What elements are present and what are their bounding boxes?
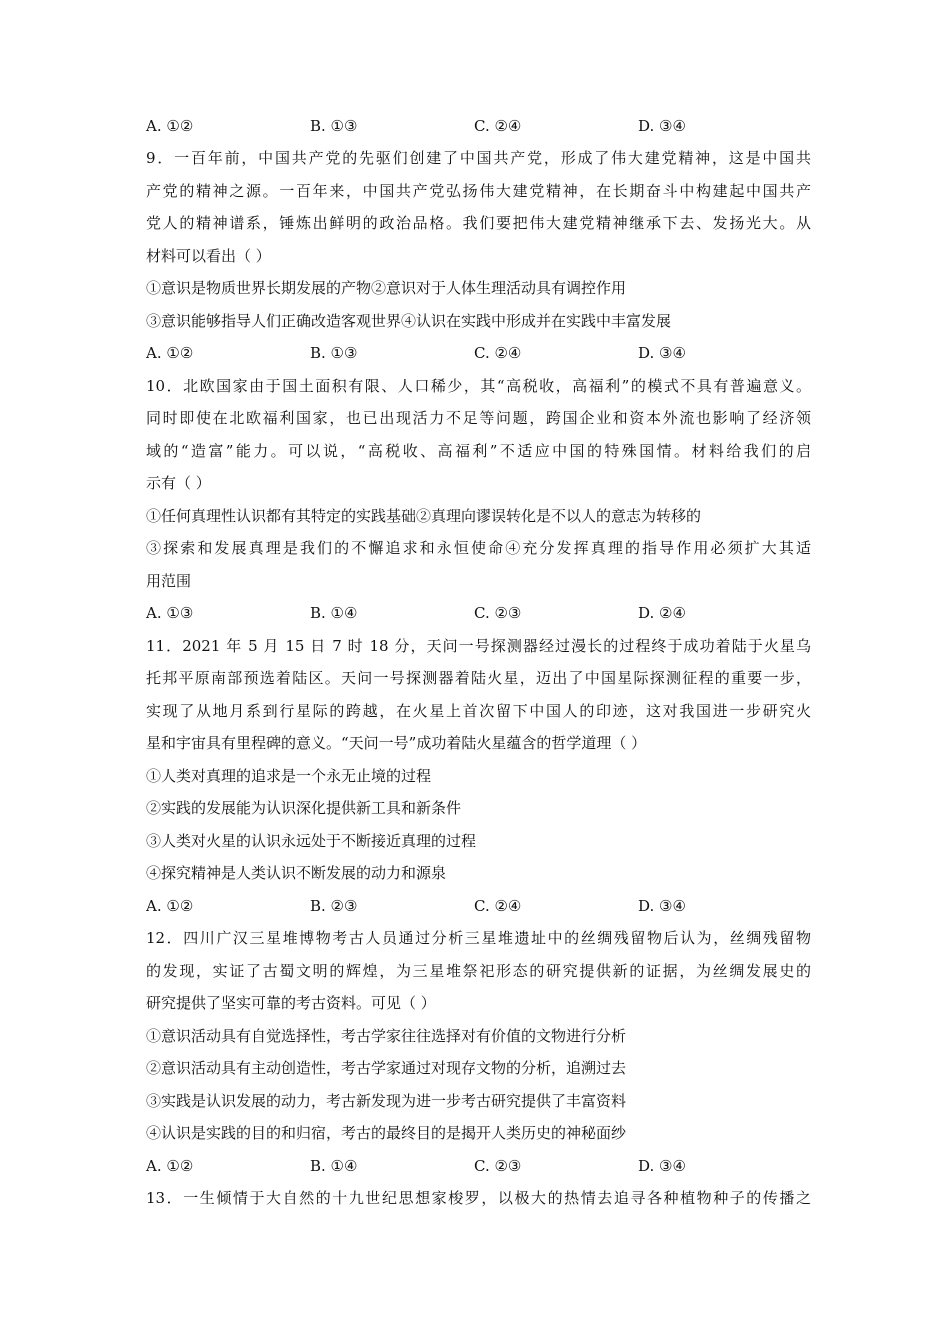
options-row <box>146 341 811 365</box>
question-10-statement: ①任何真理性认识都有其特定的实践基础②真理向谬误转化是不以人的意志为转移的 <box>146 507 702 525</box>
question-12-line: 研究提供了坚实可靠的考古资料。可见（ ） <box>146 994 436 1012</box>
question-11-line: 星和宇宙具有里程碑的意义。“天问一号”成功着陆火星蕴含的哲学道理（ ） <box>146 734 647 752</box>
option-a: A. ①② <box>146 1157 194 1175</box>
question-12-line: 的发现，实证了古蜀文明的辉煌，为三星堆祭祀形态的研究提供新的证据，为丝绸发展史的 <box>146 962 811 980</box>
question-11-statement: ③人类对火星的认识永远处于不断接近真理的过程 <box>146 832 477 850</box>
option-d: D. ③④ <box>638 1157 686 1175</box>
question-10-line: 域的“造富”能力。可以说，“高税收、高福利”不适应中国的特殊国情。材料给我们的启 <box>146 442 811 460</box>
question-12-statement: ④认识是实践的目的和归宿，考古的最终目的是揭开人类历史的神秘面纱 <box>146 1124 627 1142</box>
option-c: C. ②③ <box>474 1157 522 1175</box>
options-row <box>146 894 811 918</box>
question-12-statement: ③实践是认识发展的动力，考古新发现为进一步考古研究提供了丰富资料 <box>146 1092 627 1110</box>
option-b: B. ①③ <box>310 344 358 362</box>
option-c: C. ②④ <box>474 344 522 362</box>
question-12-statement: ①意识活动具有自觉选择性，考古学家往往选择对有价值的文物进行分析 <box>146 1027 627 1045</box>
question-10-statement: 用范围 <box>146 572 192 590</box>
question-9-statement: ①意识是物质世界长期发展的产物②意识对于人体生理活动具有调控作用 <box>146 279 627 297</box>
option-b: B. ①④ <box>310 1157 358 1175</box>
question-9-line: 产党的精神之源。一百年来，中国共产党弘扬伟大建党精神，在长期奋斗中构建起中国共产 <box>146 182 811 200</box>
option-a: A. ①③ <box>146 604 194 622</box>
question-13-line: 13．一生倾情于大自然的十九世纪思想家梭罗，以极大的热情去追寻各种植物种子的传播之 <box>146 1189 811 1207</box>
option-a: A. ①② <box>146 117 194 135</box>
option-c: C. ②④ <box>474 897 522 915</box>
options-row <box>146 114 811 138</box>
option-d: D. ②④ <box>638 604 686 622</box>
question-11-line: 11．2021 年 5 月 15 日 7 时 18 分，天问一号探测器经过漫长的过程终于成功着陆于火星乌 <box>146 637 811 655</box>
options-row <box>146 601 811 625</box>
option-d: D. ③④ <box>638 117 686 135</box>
question-10-line: 同时即使在北欧福利国家，也已出现活力不足等问题，跨国企业和资本外流也影响了经济领 <box>146 409 811 427</box>
question-11-line: 实现了从地月系到行星际的跨越，在火星上首次留下中国人的印迹，这对我国进一步研究火 <box>146 702 811 720</box>
option-c: C. ②③ <box>474 604 522 622</box>
options-row <box>146 1154 811 1178</box>
option-d: D. ③④ <box>638 897 686 915</box>
question-9-statement: ③意识能够指导人们正确改造客观世界④认识在实践中形成并在实践中丰富发展 <box>146 312 672 330</box>
question-9-line: 9．一百年前，中国共产党的先驱们创建了中国共产党，形成了伟大建党精神，这是中国共 <box>146 149 811 167</box>
option-c: C. ②④ <box>474 117 522 135</box>
option-d: D. ③④ <box>638 344 686 362</box>
question-10-line: 示有（ ） <box>146 474 211 492</box>
question-12-line: 12．四川广汉三星堆博物考古人员通过分析三星堆遗址中的丝绸残留物后认为，丝绸残留物 <box>146 929 811 947</box>
question-11-line: 托邦平原南部预选着陆区。天问一号探测器着陆火星，迈出了中国星际探测征程的重要一步， <box>146 669 811 687</box>
question-10-statement: ③探索和发展真理是我们的不懈追求和永恒使命④充分发挥真理的指导作用必须扩大其适 <box>146 539 811 557</box>
question-9-line: 材料可以看出（ ） <box>146 247 271 265</box>
option-b: B. ①④ <box>310 604 358 622</box>
question-11-statement: ②实践的发展能为认识深化提供新工具和新条件 <box>146 799 462 817</box>
question-9-line: 党人的精神谱系，锤炼出鲜明的政治品格。我们要把伟大建党精神继承下去、发扬光大。从 <box>146 214 811 232</box>
option-b: B. ①③ <box>310 117 358 135</box>
option-a: A. ①② <box>146 344 194 362</box>
question-10-line: 10．北欧国家由于国土面积有限、人口稀少，其“高税收，高福利”的模式不具有普遍意义。 <box>146 377 811 395</box>
question-12-statement: ②意识活动具有主动创造性，考古学家通过对现存文物的分析，追溯过去 <box>146 1059 627 1077</box>
option-b: B. ②③ <box>310 897 358 915</box>
option-a: A. ①② <box>146 897 194 915</box>
question-11-statement: ④探究精神是人类认识不断发展的动力和源泉 <box>146 864 447 882</box>
question-11-statement: ①人类对真理的追求是一个永无止境的过程 <box>146 767 432 785</box>
